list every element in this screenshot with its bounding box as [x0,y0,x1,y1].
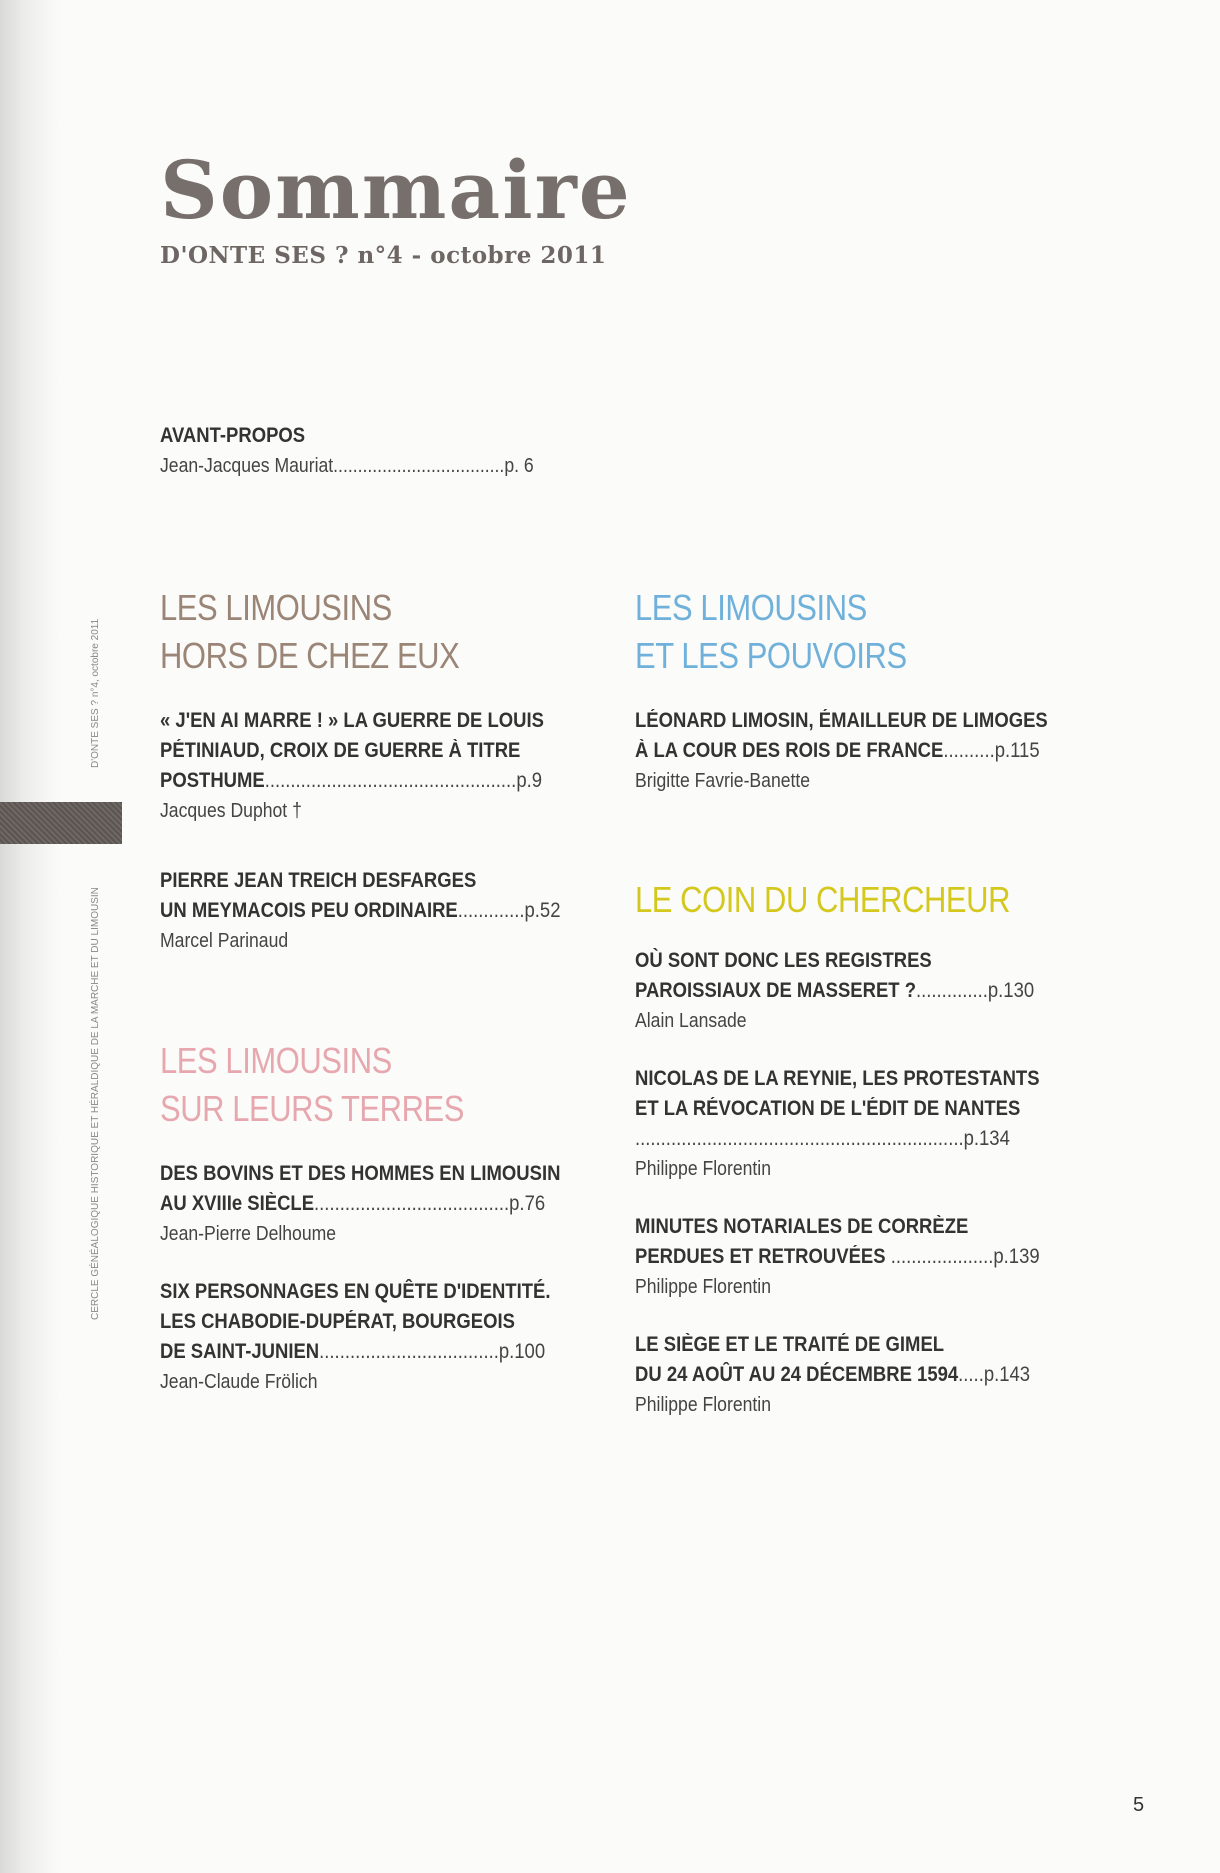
sidebar-issue-text: D'ONTE SES ? n°4, octobre 2011 [90,618,101,768]
leader-dots: ................................................................ [635,1127,964,1150]
page-title: Sommaire [160,143,632,237]
article-title-line: ET LA RÉVOCATION DE L'ÉDIT DE NANTES [635,1097,1021,1120]
section-heading-line1: LES LIMOUSINS [635,587,867,628]
article-title-line-final [635,976,1040,1006]
section-heading [160,1037,551,1133]
leader-dots: .......... [943,739,995,762]
section-heading-line2: ET LES POUVOIRS [635,635,907,676]
article-title-line-final [160,1189,560,1219]
article-author: Jean-Pierre Delhoume [160,1223,337,1245]
page-ref: p.76 [509,1192,546,1215]
page-ref: p. 6 [504,455,534,477]
section-heading-line1: LE COIN DU CHERCHEUR [635,879,1011,920]
article-author: Marcel Parinaud [160,930,289,952]
sidebar-cercle-text: CERCLE GÉNÉALOGIQUE HISTORIQUE ET HÉRALDIQUE DE LA MARCHE ET DU LIMOUSIN [90,887,101,1320]
page-ref: p.143 [983,1363,1031,1386]
article-title-line-final [635,736,1048,766]
page-ref: p.9 [516,769,543,792]
page-subtitle: D'ONTE SES ? n°4 - octobre 2011 [160,242,607,269]
article-entry [160,1277,615,1397]
leader-dots: ................................... [319,1340,499,1363]
article-title-line: PIERRE JEAN TREICH DESFARGES [160,869,477,892]
section-heading-line1: LES LIMOUSINS [160,1040,392,1081]
section-sur-leurs-terres [160,1037,615,1397]
article-title-line-final [160,766,560,796]
article-title-line: « J'EN AI MARRE ! » LA GUERRE DE LOUIS [160,709,544,732]
article-title-line: MINUTES NOTARIALES DE CORRÈZE [635,1215,969,1238]
section-heading [635,584,1038,680]
article-entry [160,1159,615,1249]
article-title-text: À LA COUR DES ROIS DE FRANCE [635,739,944,762]
section-heading [635,876,1030,924]
article-title-text: POSTHUME [160,769,265,792]
article-title-line-final [160,896,560,926]
article-entry [635,1212,1095,1302]
page-ref: p.100 [498,1340,546,1363]
article-title-line-final [635,1242,1040,1272]
article-title-line-final [635,1124,1040,1154]
leader-dots: .............. [916,979,988,1002]
article-entry [635,946,1095,1036]
section-heading-line2: SUR LEURS TERRES [160,1088,464,1129]
section-coin-du-chercheur [635,876,1095,1420]
page-ref: p.130 [987,979,1035,1002]
page-ref: p.139 [993,1245,1040,1268]
article-title-line: PÉTINIAUD, CROIX DE GUERRE À TITRE [160,739,521,762]
section-et-les-pouvoirs [635,584,1104,796]
article-author: Alain Lansade [635,1010,747,1032]
avant-propos-heading: AVANT-PROPOS [160,424,306,447]
article-title-text: UN MEYMACOIS PEU ORDINAIRE [160,899,458,922]
section-heading-line2: HORS DE CHEZ EUX [160,635,460,676]
leader-dots: ..... [958,1363,984,1386]
article-author: Brigitte Favrie-Banette [635,770,811,792]
article-title-text: DU 24 AOÛT AU 24 DÉCEMBRE 1594 [635,1363,959,1386]
section-heading [160,584,551,680]
article-title-text: AU XVIIIe SIÈCLE [160,1192,315,1215]
article-title-text: DE SAINT-JUNIEN [160,1340,320,1363]
article-title-line: OÙ SONT DONC LES REGISTRES [635,949,932,972]
article-entry [160,866,615,956]
article-title-line: LE SIÈGE ET LE TRAITÉ DE GIMEL [635,1333,945,1356]
section-hors-de-chez-eux [160,584,615,956]
avant-propos [160,421,585,481]
article-title-line: LÉONARD LIMOSIN, ÉMAILLEUR DE LIMOGES [635,709,1048,732]
article-entry [635,706,1104,796]
article-author: Philippe Florentin [635,1158,771,1180]
page-ref: p.134 [963,1127,1010,1150]
article-title-line: DES BOVINS ET DES HOMMES EN LIMOUSIN [160,1162,561,1185]
article-title-line: NICOLAS DE LA REYNIE, LES PROTESTANTS [635,1067,1040,1090]
leader-dots: ................................... [333,455,505,477]
page-ref: p.115 [994,739,1040,762]
side-tab-marker [0,802,122,844]
avant-propos-author: Jean-Jacques Mauriat [160,455,334,477]
article-entry [160,706,615,826]
article-title-text: PAROISSIAUX DE MASSERET ? [635,979,917,1002]
article-title-line: SIX PERSONNAGES EN QUÊTE D'IDENTITÉ. [160,1280,551,1303]
article-title-line-final [160,1337,560,1367]
article-title-line-final [635,1360,1040,1390]
section-heading-line1: LES LIMOUSINS [160,587,392,628]
binding-shadow [0,0,60,1873]
article-author: Jean-Claude Frölich [160,1371,318,1393]
leader-dots: .................... [885,1245,994,1268]
leader-dots: ............. [457,899,525,922]
leader-dots: ................................................. [264,769,517,792]
avant-propos-entry [160,451,534,481]
leader-dots: ...................................... [314,1192,510,1215]
page-number: 5 [1133,1794,1145,1816]
article-author: Philippe Florentin [635,1394,771,1416]
article-entry [635,1064,1095,1184]
article-title-text: PERDUES ET RETROUVÉES [635,1245,886,1268]
page-ref: p.52 [524,899,561,922]
article-entry [635,1330,1095,1420]
article-author: Jacques Duphot † [160,800,302,822]
article-title-line: LES CHABODIE-DUPÉRAT, BOURGEOIS [160,1310,515,1333]
article-author: Philippe Florentin [635,1276,771,1298]
